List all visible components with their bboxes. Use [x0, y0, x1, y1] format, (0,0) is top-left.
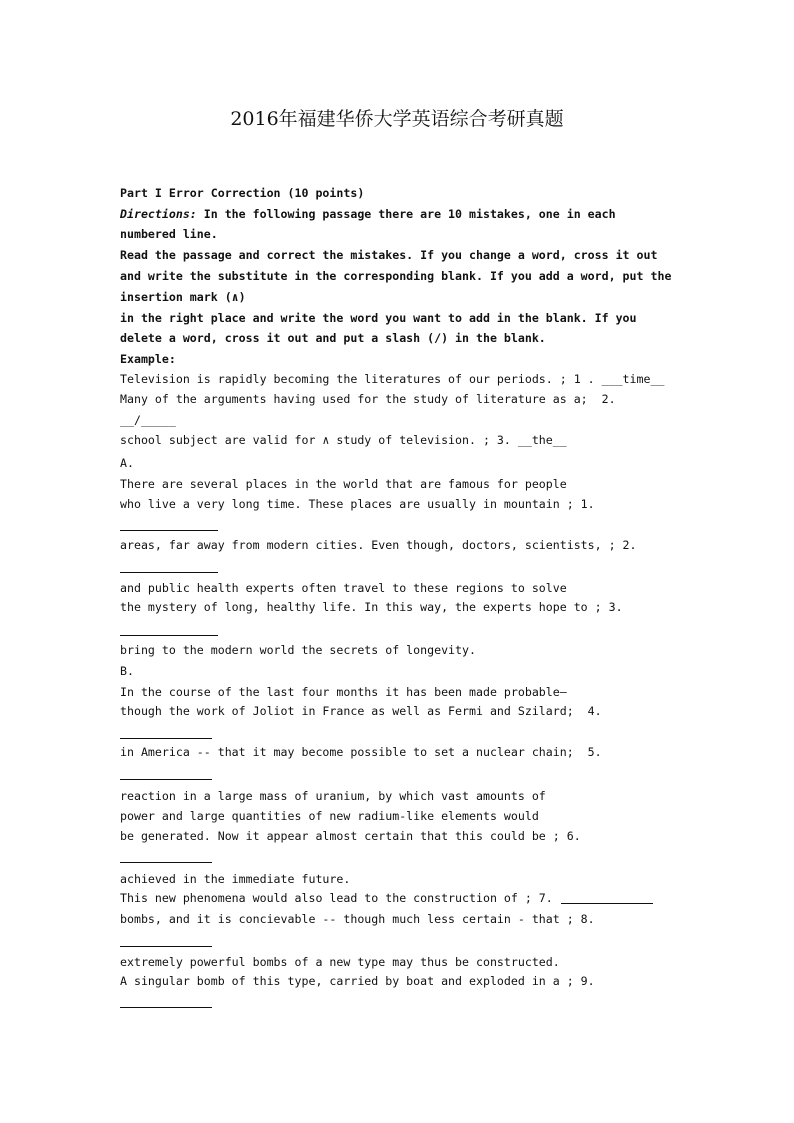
directions-line: numbered line.: [120, 227, 218, 241]
section-b-line: achieved in the immediate future.: [120, 872, 351, 886]
directions-line: delete a word, cross it out and put a slash (/) in the blank.: [120, 331, 546, 345]
section-b-line: bombs, and it is concievable -- though much less certain - that ; 8.: [120, 912, 595, 926]
directions-line: insertion mark (∧): [120, 290, 246, 304]
example-label: Example:: [120, 352, 176, 366]
section-b-line: reaction in a large mass of uranium, by which vast amounts of: [120, 789, 546, 803]
directions-label: Directions:: [120, 207, 197, 221]
answer-blank-1[interactable]: [120, 530, 218, 531]
section-b-line: This new phenomena would also lead to the construction of ; 7.: [120, 891, 553, 905]
section-a-line: the mystery of long, healthy life. In this way, the experts hope to ; 3.: [120, 600, 623, 614]
example-line: Many of the arguments having used for the study of literature as a; 2.: [120, 392, 616, 406]
document-title: 2016年福建华侨大学英语综合考研真题: [230, 108, 564, 130]
directions-text: In the following passage there are 10 mistakes, one in each: [196, 207, 616, 221]
section-b-line: in America -- that it may become possible to set a nuclear chain; 5.: [120, 745, 602, 759]
answer-blank-6[interactable]: [120, 862, 212, 863]
answer-blank-3[interactable]: [120, 635, 218, 636]
example-line: __/_____: [120, 413, 176, 427]
section-a-line: areas, far away from modern cities. Even though, doctors, scientists, ; 2.: [120, 538, 637, 552]
answer-blank-8[interactable]: [120, 946, 212, 947]
section-b-line: A singular bomb of this type, carried by boat and exploded in a ; 9.: [120, 974, 595, 988]
section-b-line: extremely powerful bombs of a new type may thus be constructed.: [120, 955, 560, 969]
answer-blank-7[interactable]: [561, 903, 653, 904]
section-b-line: be generated. Now it appear almost certain that this could be ; 6.: [120, 829, 581, 843]
directions-line: [120, 207, 616, 221]
section-b-line: though the work of Joliot in France as well as Fermi and Szilard; 4.: [120, 704, 602, 718]
section-b-label: B.: [120, 664, 134, 678]
section-b-line: power and large quantities of new radium-like elements would: [120, 809, 539, 823]
section-a-line: bring to the modern world the secrets of longevity.: [120, 643, 476, 657]
directions-line: in the right place and write the word you want to add in the blank. If you: [120, 311, 637, 325]
directions-line: and write the substitute in the corresponding blank. If you add a word, put the: [120, 269, 672, 283]
directions-line: Read the passage and correct the mistakes. If you change a word, cross it out: [120, 248, 658, 262]
answer-blank-9[interactable]: [120, 1007, 212, 1008]
answer-blank-4[interactable]: [120, 738, 212, 739]
example-line: Television is rapidly becoming the literatures of our periods. ; 1 . ___time__: [120, 372, 665, 386]
answer-blank-2[interactable]: [120, 572, 218, 573]
part-heading: Part I Error Correction (10 points): [120, 186, 365, 200]
section-a-line: and public health experts often travel to these regions to solve: [120, 581, 567, 595]
section-a-line: There are several places in the world that are famous for people: [120, 477, 567, 491]
answer-blank-5[interactable]: [120, 779, 212, 780]
section-a-label: A.: [120, 456, 134, 470]
example-line: school subject are valid for ∧ study of television. ; 3. __the__: [120, 433, 567, 447]
section-a-line: who live a very long time. These places are usually in mountain ; 1.: [120, 497, 595, 511]
section-b-line: In the course of the last four months it has been made probable—: [120, 685, 567, 699]
